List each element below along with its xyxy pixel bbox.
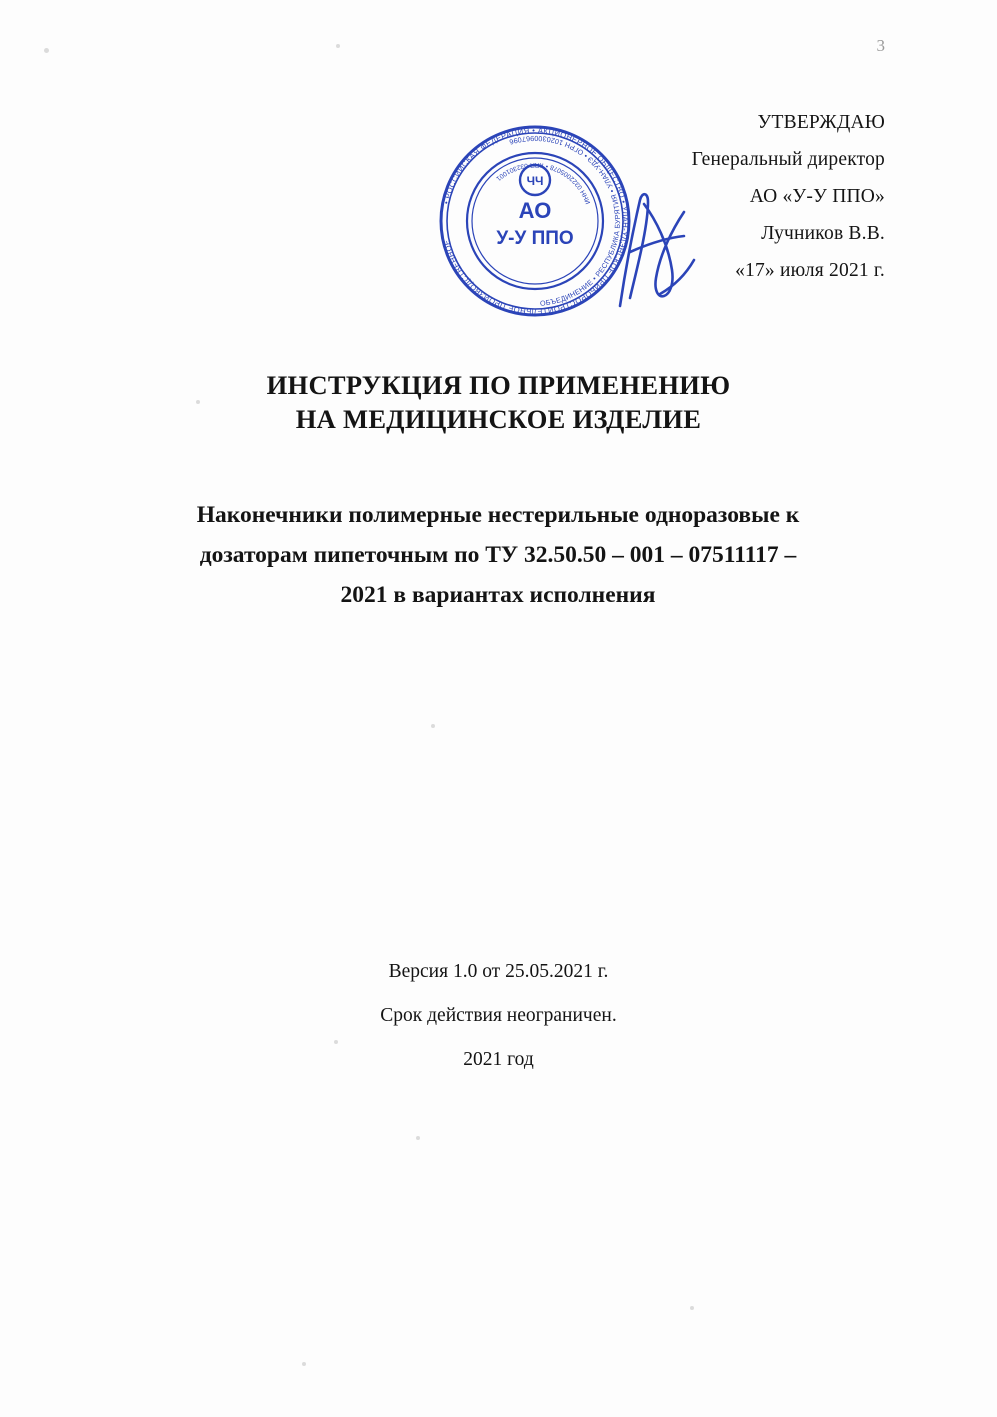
svg-text:• РОССИЙСКАЯ ФЕДЕРАЦИЯ • АКЦИО: • РОССИЙСКАЯ ФЕДЕРАЦИЯ • АКЦИОНЕРНОЕ ОБЩЕСТВО • УЛАН-УДЭНСКОЕ ПРИБОРОСТРОИТЕЛЬНОЕ ПРОИЗВОДСТВЕННОЕ: [441, 125, 631, 317]
scan-speck: [302, 1362, 306, 1366]
scan-speck: [690, 1306, 694, 1310]
product-title-line-1: Наконечники полимерные нестерильные одноразовые к: [196, 502, 800, 528]
approval-line-position: Генеральный директор: [691, 149, 885, 170]
product-title: [92, 495, 904, 615]
page-title-line-1: ИНСТРУКЦИЯ ПО ПРИМЕНЕНИЮ: [266, 370, 731, 400]
footer-version: Версия 1.0 от 25.05.2021 г.: [388, 961, 609, 982]
scan-speck: [431, 724, 435, 728]
svg-text:ЧЧ: ЧЧ: [526, 174, 544, 188]
page-title: [0, 368, 997, 436]
svg-text:У-У ППО: У-У ППО: [496, 228, 574, 249]
page-number: 3: [876, 36, 885, 55]
product-title-line-3: 2021 в вариантах исполнения: [340, 582, 656, 608]
svg-text:ОБЪЕДИНЕНИЕ • РЕСПУБЛИКА БУРЯТ: ОБЪЕДИНЕНИЕ • РЕСПУБЛИКА БУРЯТИЯ • УЛАН-УДЭ • ОГРН 1020300967096: [508, 133, 623, 308]
approval-line-name: Лучников В.В.: [761, 223, 885, 244]
product-title-line-2: дозаторам пипеточным по ТУ 32.50.50 – 001 – 07511117 –: [199, 542, 797, 568]
footer-year: 2021 год: [463, 1049, 534, 1070]
scan-speck: [416, 1136, 420, 1140]
svg-text:ИНН 0322005078 • КПП 032301001: ИНН 0322005078 • КПП 032301001: [494, 160, 593, 205]
footer-validity: Срок действия неограничен.: [380, 1005, 617, 1026]
scan-speck: [336, 44, 340, 48]
page-title-line-2: НА МЕДИЦИНСКОЕ ИЗДЕЛИЕ: [295, 404, 702, 434]
approval-line-company: АО «У-У ППО»: [749, 186, 885, 207]
scan-speck: [44, 48, 49, 53]
approval-line-approve: УТВЕРЖДАЮ: [757, 112, 885, 133]
svg-text:АО: АО: [518, 198, 552, 223]
approval-block: [555, 104, 885, 289]
approval-line-date: «17» июля 2021 г.: [735, 260, 885, 281]
document-footer: [0, 950, 997, 1082]
